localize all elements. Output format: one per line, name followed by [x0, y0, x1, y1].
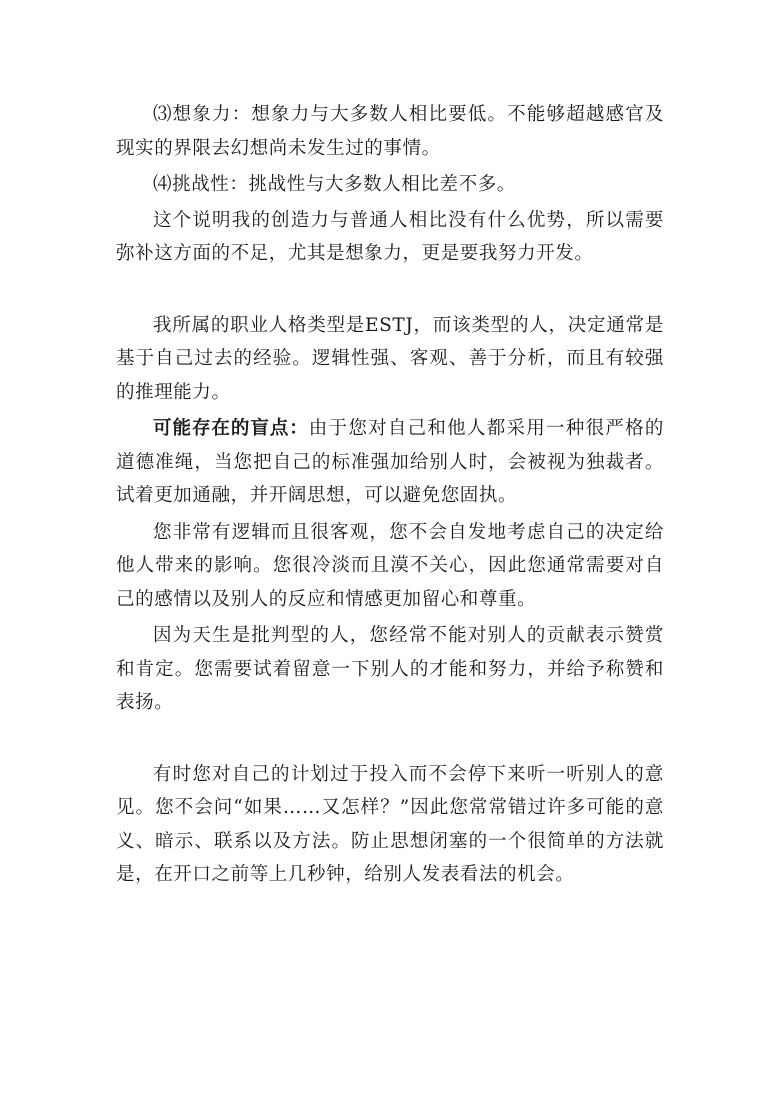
- blind-spot-label: 可能存在的盲点：: [153, 418, 309, 439]
- blank-line: [116, 720, 664, 758]
- paragraph-imagination: ⑶想象力：想象力与大多数人相比要低。不能够超越感官及现实的界限去幻想尚未发生过的事情。: [116, 104, 664, 159]
- paragraph-logic-objective: 您非常有逻辑而且很客观，您不会自发地考虑自己的决定给他人带来的影响。您很冷淡而且漠不关心，因此您通常需要对自己的感情以及别人的反应和情感更加留心和尊重。: [116, 521, 664, 610]
- blank-line: [116, 271, 664, 309]
- paragraph-critical-nature: 因为天生是批判型的人，您经常不能对别人的贡献表示赞赏和肯定。您需要试着留意一下别人的才能和努力，并给予称赞和表扬。: [116, 625, 664, 713]
- blind-spot-text: 由于您对自己和他人都采用一种很严格的道德准绳，当您把自己的标准强加给别人时，会被视为独裁者。试着更加通融，并开阔思想，可以避免您固执。: [116, 418, 664, 506]
- document-page: [116, 98, 664, 892]
- paragraph-personality-type: 我所属的职业人格类型是ESTJ，而该类型的人，决定通常是基于自己过去的经验。逻辑性强、客观、善于分析，而且有较强的推理能力。: [116, 314, 664, 403]
- paragraph-challenge: ⑷挑战性：挑战性与大多数人相比差不多。: [153, 174, 516, 195]
- paragraph-creativity-summary: 这个说明我的创造力与普通人相比没有什么优势，所以需要弥补这方面的不足，尤其是想象力，更是要我努力开发。: [116, 209, 664, 264]
- paragraph-blind-spot: [116, 412, 664, 513]
- paragraph-listening: 有时您对自己的计划过于投入而不会停下来听一听别人的意见。您不会问“如果……又怎样？”因此您常常错过许多可能的意义、暗示、联系以及方法。防止思想闭塞的一个很简单的方法就是，在开口之前等上几秒钟，给别人发表看法的机会。: [116, 763, 664, 885]
